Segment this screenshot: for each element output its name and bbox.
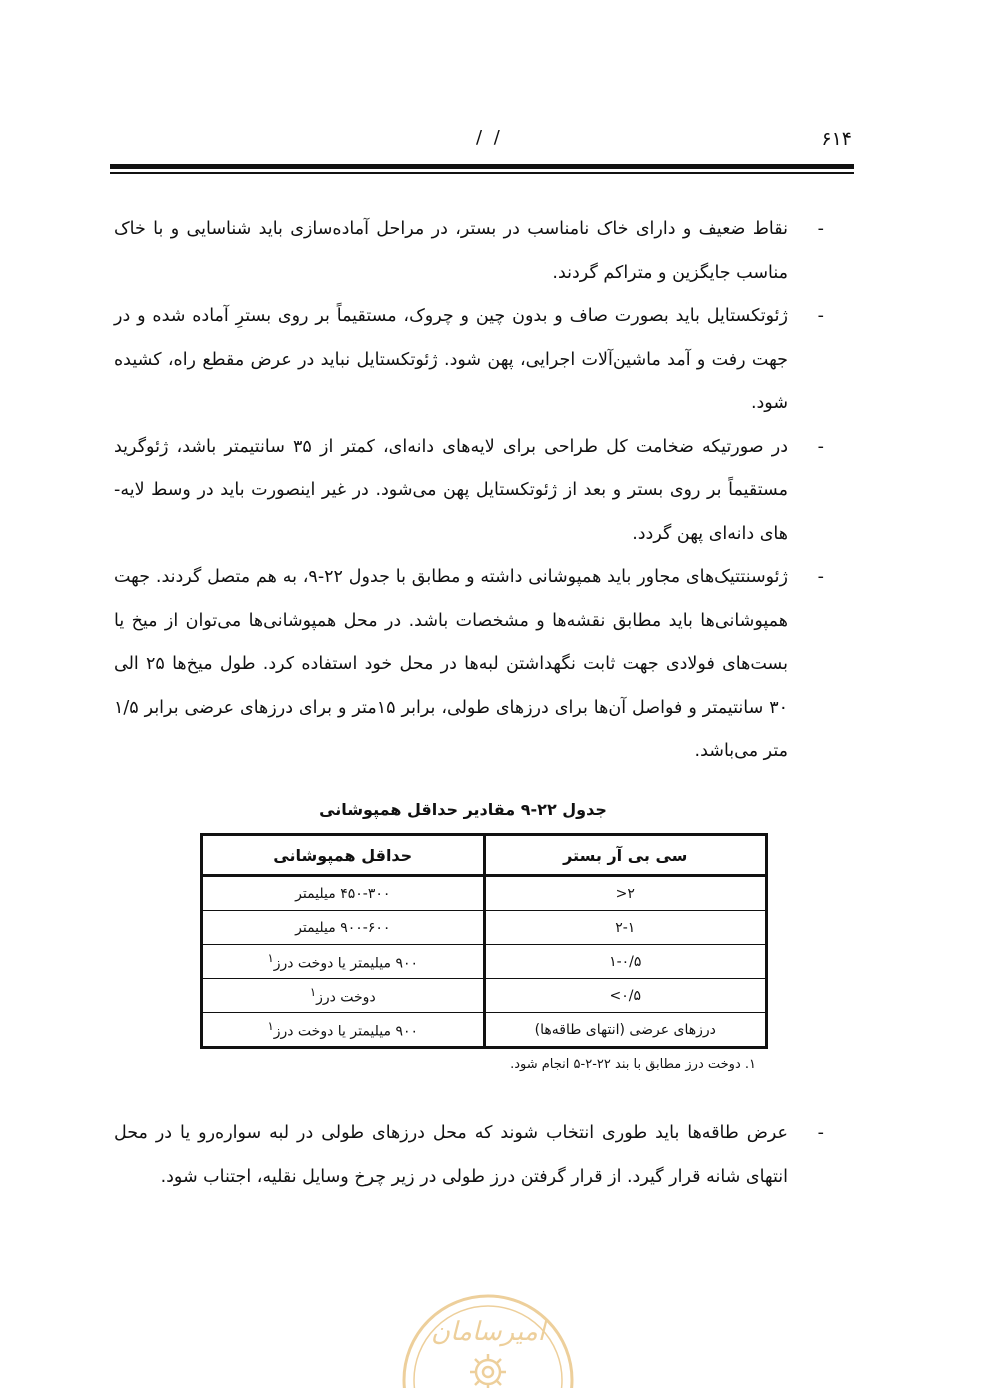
table-row <box>202 911 767 945</box>
logo-text: امیرسامان <box>431 1317 545 1347</box>
table-row <box>202 979 767 1013</box>
overlap-text: دوخت درز <box>316 989 376 1006</box>
overlap-cell <box>202 979 485 1013</box>
cbr-cell: ۰/۵> <box>484 979 767 1013</box>
overlap-text: ۹۰۰ میلیمتر یا دوخت درز <box>273 955 419 972</box>
bullet-item <box>114 426 844 557</box>
logo-graphic <box>398 1288 578 1388</box>
bullet-item <box>114 556 844 774</box>
footnote-marker: ۱ <box>267 1019 274 1034</box>
bullet-dash: - <box>817 1123 824 1143</box>
overlap-text: ۹۰۰ میلیمتر یا دوخت درز <box>273 1023 419 1040</box>
overlap-cell <box>202 1013 485 1048</box>
table-header-row <box>202 835 767 876</box>
bullet-item <box>114 295 844 426</box>
overlap-table <box>200 833 768 1049</box>
bullet-dash: - <box>817 306 824 326</box>
cbr-cell: ۲< <box>484 876 767 911</box>
overlap-cell: ۴۵۰-۳۰۰ میلیمتر <box>202 876 485 911</box>
table-row <box>202 1013 767 1048</box>
bullet-text: عرض طاقه‌ها باید طوری انتخاب شوند که محل درزهای طولی در لبه سواره‌رو یا در محل انتهای شانه قرار گیرد. از قرار گرفتن درز طولی در زیر چرخ وسایل نقلیه، اجتناب شود. <box>114 1123 788 1187</box>
header-rule-thin <box>110 172 854 174</box>
table-row <box>202 876 767 911</box>
header-rule-thick <box>110 164 854 169</box>
cbr-cell: ۱-۰/۵ <box>484 945 767 979</box>
bullet-dash: - <box>817 219 824 239</box>
bullet-item <box>114 1112 844 1199</box>
bullet-dash: - <box>817 436 824 457</box>
table-caption: جدول ۲۲-۹ مقادیر حداقل همپوشانی <box>319 800 607 819</box>
footnote-marker: ۱ <box>309 985 317 1000</box>
bullet-text: ژئوتکستایل باید بصورت صاف و بدون چین و چروک، مستقیماً بر روی بسترِ آماده شده و در جهت رفت و آمد ماشین‌آلات اجرایی، پهن شود. ژئوتکستایل نباید در عرض مقطع راه، کشیده شود. <box>114 306 788 413</box>
table-row <box>202 945 767 979</box>
bullet-text: نقاط ضعیف و دارای خاک نامناسب در بستر، در مراحل آماده‌سازی باید شناسایی و با خاک مناسب جایگزین و متراکم گردند. <box>114 219 788 283</box>
bullet-item <box>114 208 844 295</box>
column-header-overlap: حداقل همپوشانی <box>202 835 485 876</box>
cbr-cell: ۲-۱ <box>484 911 767 945</box>
header-mark: / / <box>476 127 503 148</box>
overlap-cell <box>202 945 485 979</box>
gear-icon <box>470 1354 506 1388</box>
footnote-marker: ۱ <box>267 951 274 966</box>
overlap-table-section <box>198 800 768 1072</box>
table-footnote: ۱. دوخت درز مطابق با بند ۲۲-۲-۵ انجام شود. <box>510 1057 756 1072</box>
cbr-cell: درزهای عرضی (انتهای طاقه‌ها) <box>484 1013 767 1048</box>
main-content <box>114 208 844 774</box>
bullet-text: ژئوسنتتیک‌های مجاور باید همپوشانی داشته و مطابق با جدول ۲۲-۹، به هم متصل گردند. جهت همپوشانی‌ها باید مطابق نقشه‌ها و مشخصات باشد. در محل همپوشانی‌ها می‌توان از میخ یا بست‌های فولادی جهت ثابت نگهداشتن لبه‌ها در محل خود استفاده کرد. طول میخ‌ها ۲۵ الی ۳۰ سانتیمتر و فواصل آن‌ها برای درزهای طولی، برابر ۱۵متر و برای درزهای عرضی برابر ۱/۵ متر می‌باشد. <box>114 567 789 761</box>
bullet-text: در صورتیکه ضخامت کل طراحی برای لایه‌های دانه‌ای، کمتر از ۳۵ سانتیمتر باشد، ژئوگرید مستقیماً بر روی بستر و بعد از ژئوتکستایل پهن می‌شود. در غیر اینصورت باید در وسط لایه- های دانه‌ای پهن گردد. <box>114 436 788 544</box>
content-bottom <box>114 1112 844 1199</box>
overlap-cell: ۹۰۰-۶۰۰ میلیمتر <box>202 911 485 945</box>
bullet-dash: - <box>817 567 824 587</box>
column-header-cbr: سی بی آر بستر <box>484 835 767 876</box>
page-number: ۶۱۴ <box>821 128 852 150</box>
publisher-logo <box>398 1288 578 1388</box>
